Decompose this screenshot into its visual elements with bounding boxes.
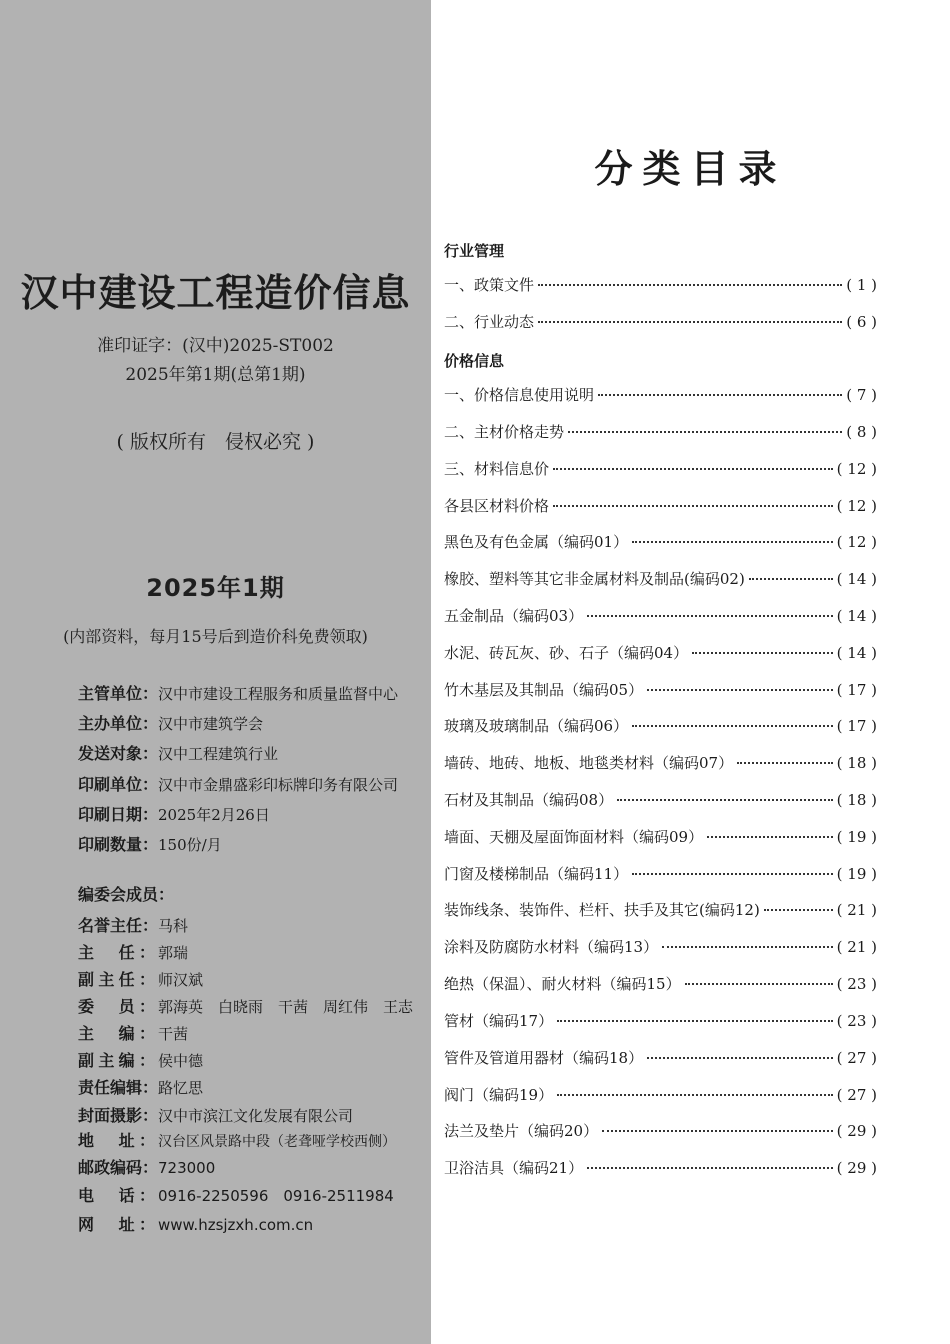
toc-item-page: ( 29 ) — [836, 1159, 877, 1177]
toc-item[interactable] — [444, 826, 877, 850]
info-value: 汉中市金鼎盛彩印标牌印务有限公司 — [158, 776, 399, 794]
info-value: 汉中市建设工程服务和质量监督中心 — [158, 685, 399, 703]
toc-item-label: 管件及管道用器材（编码18） — [444, 1049, 644, 1067]
info-row — [78, 741, 278, 764]
committee-row — [78, 1128, 396, 1151]
toc-item-label: 玻璃及玻璃制品（编码06） — [444, 717, 629, 735]
copyright-notice: ( 版权所有 侵权必究 ) — [116, 431, 315, 453]
toc-item-page: ( 18 ) — [836, 754, 877, 772]
committee-value: 0916-2250596 0916-2511984 — [158, 1187, 394, 1205]
committee-key: 主 任： — [78, 943, 155, 962]
toc-item-label: 一、政策文件 — [444, 276, 535, 294]
toc-item-page: ( 19 ) — [836, 828, 877, 846]
committee-row — [78, 1155, 215, 1178]
committee-value: 干茜 — [158, 1025, 189, 1043]
toc-item-label: 二、主材价格走势 — [444, 423, 565, 441]
toc-section-heading: 行业管理 — [444, 242, 505, 260]
info-row — [78, 802, 270, 825]
toc-leader — [538, 321, 842, 323]
toc-item-page: ( 27 ) — [836, 1086, 877, 1104]
toc-leader — [553, 468, 833, 470]
info-value: 汉中工程建筑行业 — [158, 745, 279, 763]
toc-leader — [538, 284, 842, 286]
committee-key: 名誉主任： — [78, 916, 159, 935]
committee-key: 封面摄影： — [78, 1106, 159, 1125]
toc-item[interactable] — [444, 458, 877, 482]
toc-item[interactable] — [444, 1047, 877, 1071]
toc-leader — [764, 909, 833, 911]
info-key: 主办单位： — [78, 714, 159, 733]
toc-leader — [602, 1130, 833, 1132]
toc-item-page: ( 19 ) — [836, 865, 877, 883]
toc-item-page: ( 21 ) — [836, 901, 877, 919]
toc-leader — [632, 725, 833, 727]
toc-item[interactable] — [444, 531, 877, 555]
toc-leader — [707, 836, 833, 838]
toc-item-label: 绝热（保温）、耐火材料（编码15） — [444, 975, 681, 993]
toc-leader — [557, 1094, 833, 1096]
info-key: 主管单位： — [78, 684, 159, 703]
toc-item-page: ( 12 ) — [836, 533, 877, 551]
permit-number: 准印证字：(汉中)2025-ST002 — [97, 336, 334, 356]
committee-row — [78, 1103, 353, 1126]
committee-key: 地 址： — [78, 1131, 155, 1150]
info-value: 150份/月 — [158, 836, 222, 854]
toc-item-page: ( 14 ) — [836, 570, 877, 588]
toc-item-label: 法兰及垫片（编码20） — [444, 1122, 599, 1140]
toc-section-heading: 价格信息 — [444, 352, 505, 370]
committee-key: 副主任： — [78, 970, 155, 989]
committee-key: 责任编辑： — [78, 1078, 159, 1097]
toc-leader — [632, 873, 833, 875]
toc-leader — [587, 1167, 833, 1169]
toc-item-label: 三、材料信息价 — [444, 460, 550, 478]
toc-leader — [662, 946, 833, 948]
toc-item-page: ( 14 ) — [836, 644, 877, 662]
toc-item-label: 卫浴洁具（编码21） — [444, 1159, 584, 1177]
info-row — [78, 832, 222, 855]
toc-item[interactable] — [444, 495, 877, 519]
toc-item-label: 墙面、天棚及屋面饰面材料（编码09） — [444, 828, 704, 846]
toc-title: 分类目录 — [594, 147, 787, 191]
publication-title: 汉中建设工程造价信息 — [20, 270, 411, 315]
committee-row — [78, 967, 203, 990]
info-key: 印刷数量： — [78, 835, 159, 854]
toc-item-label: 门窗及楼梯制品（编码11） — [444, 865, 629, 883]
toc-item-page: ( 17 ) — [836, 681, 877, 699]
toc-leader — [647, 1057, 833, 1059]
toc-item[interactable] — [444, 863, 877, 887]
committee-row — [78, 994, 413, 1017]
toc-leader — [587, 615, 833, 617]
toc-item-label: 墙砖、地砖、地板、地毯类材料（编码07） — [444, 754, 734, 772]
toc-item[interactable] — [444, 568, 877, 592]
toc-leader — [737, 762, 833, 764]
committee-value: 汉台区风景路中段（老聋哑学校西侧） — [158, 1134, 396, 1150]
toc-item-label: 各县区材料价格 — [444, 497, 550, 515]
toc-item-label: 装饰线条、装饰件、栏杆、扶手及其它(编码12) — [444, 901, 760, 919]
toc-item-label: 橡胶、塑料等其它非金属材料及制品(编码02) — [444, 570, 745, 588]
toc-item-label: 管材（编码17） — [444, 1012, 554, 1030]
committee-value: 师汉斌 — [158, 971, 204, 989]
info-key: 印刷日期： — [78, 805, 159, 824]
toc-item-label: 一、价格信息使用说明 — [444, 386, 595, 404]
toc-item[interactable] — [444, 274, 877, 298]
toc-item[interactable] — [444, 715, 877, 739]
toc-item[interactable] — [444, 1010, 877, 1034]
issue-banner: 2025年1期 — [146, 574, 285, 602]
committee-value: 郭海英 白晓雨 干茜 周红伟 王志 — [158, 998, 414, 1016]
toc-leader — [632, 541, 833, 543]
committee-key: 网 址： — [78, 1215, 155, 1234]
toc-item-page: ( 23 ) — [836, 1012, 877, 1030]
toc-item-label: 五金制品（编码03） — [444, 607, 584, 625]
info-value: 汉中市建筑学会 — [158, 715, 264, 733]
toc-item-page: ( 7 ) — [846, 386, 877, 404]
toc-leader — [557, 1020, 833, 1022]
toc-item-page: ( 12 ) — [836, 497, 877, 515]
toc-item[interactable] — [444, 679, 877, 703]
committee-value: 723000 — [158, 1159, 216, 1177]
toc-item[interactable] — [444, 752, 877, 776]
committee-row — [78, 1075, 203, 1098]
committee-key: 电 话： — [78, 1186, 155, 1205]
toc-item-page: ( 17 ) — [836, 717, 877, 735]
info-key: 印刷单位： — [78, 775, 159, 794]
toc-item-page: ( 12 ) — [836, 460, 877, 478]
toc-leader — [617, 799, 833, 801]
toc-item-label: 涂料及防腐防水材料（编码13） — [444, 938, 659, 956]
committee-row — [78, 913, 188, 936]
cover-panel — [0, 0, 431, 1344]
toc-item[interactable] — [444, 421, 877, 445]
toc-leader — [685, 983, 833, 985]
toc-item-page: ( 18 ) — [836, 791, 877, 809]
info-row — [78, 681, 398, 704]
website-value: www.hzsjzxh.com.cn — [158, 1216, 314, 1234]
committee-row — [78, 1021, 188, 1044]
toc-item[interactable] — [444, 1120, 877, 1144]
committee-key: 副主编： — [78, 1051, 155, 1070]
committee-value: 马科 — [158, 917, 189, 935]
toc-leader — [647, 689, 833, 691]
toc-item-page: ( 6 ) — [846, 313, 877, 331]
toc-item-page: ( 27 ) — [836, 1049, 877, 1067]
toc-item-label: 二、行业动态 — [444, 313, 535, 331]
toc-item-page: ( 8 ) — [846, 423, 877, 441]
internal-note: (内部资料，每月15号后到造价科免费领取) — [63, 627, 368, 646]
toc-item-page: ( 21 ) — [836, 938, 877, 956]
committee-title: 编委会成员： — [78, 885, 175, 904]
toc-item-page: ( 1 ) — [846, 276, 877, 294]
toc-item[interactable] — [444, 384, 877, 408]
committee-value: 路忆思 — [158, 1079, 204, 1097]
toc-item-page: ( 14 ) — [836, 607, 877, 625]
toc-item[interactable] — [444, 605, 877, 629]
toc-leader — [553, 505, 833, 507]
toc-leader — [749, 578, 833, 580]
toc-item-page: ( 29 ) — [836, 1122, 877, 1140]
toc-item-label: 水泥、砖瓦灰、砂、石子（编码04） — [444, 644, 689, 662]
committee-row — [78, 940, 188, 963]
toc-item[interactable] — [444, 936, 877, 960]
committee-value: 汉中市滨江文化发展有限公司 — [158, 1107, 354, 1125]
toc-item[interactable] — [444, 789, 877, 813]
toc-item[interactable] — [444, 1157, 877, 1181]
committee-key: 主 编： — [78, 1024, 155, 1043]
committee-row — [78, 1212, 313, 1235]
issue-number: 2025年第1期(总第1期) — [125, 365, 306, 385]
toc-item[interactable] — [444, 899, 877, 923]
committee-value: 郭瑞 — [158, 944, 189, 962]
toc-item-page: ( 23 ) — [836, 975, 877, 993]
toc-item-label: 黑色及有色金属（编码01） — [444, 533, 629, 551]
committee-value: 侯中德 — [158, 1052, 204, 1070]
toc-item-label: 石材及其制品（编码08） — [444, 791, 614, 809]
toc-item-label: 竹木基层及其制品（编码05） — [444, 681, 644, 699]
committee-row — [78, 1183, 394, 1206]
committee-key: 委 员： — [78, 997, 155, 1016]
toc-leader — [692, 652, 833, 654]
info-key: 发送对象： — [78, 744, 159, 763]
toc-item[interactable] — [444, 1084, 877, 1108]
info-row — [78, 711, 263, 734]
toc-item[interactable] — [444, 311, 877, 335]
toc-item[interactable] — [444, 642, 877, 666]
toc-leader — [568, 431, 842, 433]
toc-item[interactable] — [444, 973, 877, 997]
committee-row — [78, 1048, 203, 1071]
info-row — [78, 772, 398, 795]
toc-item-label: 阀门（编码19） — [444, 1086, 554, 1104]
info-value: 2025年2月26日 — [158, 806, 270, 824]
committee-key: 邮政编码： — [78, 1158, 159, 1177]
toc-leader — [598, 394, 842, 396]
